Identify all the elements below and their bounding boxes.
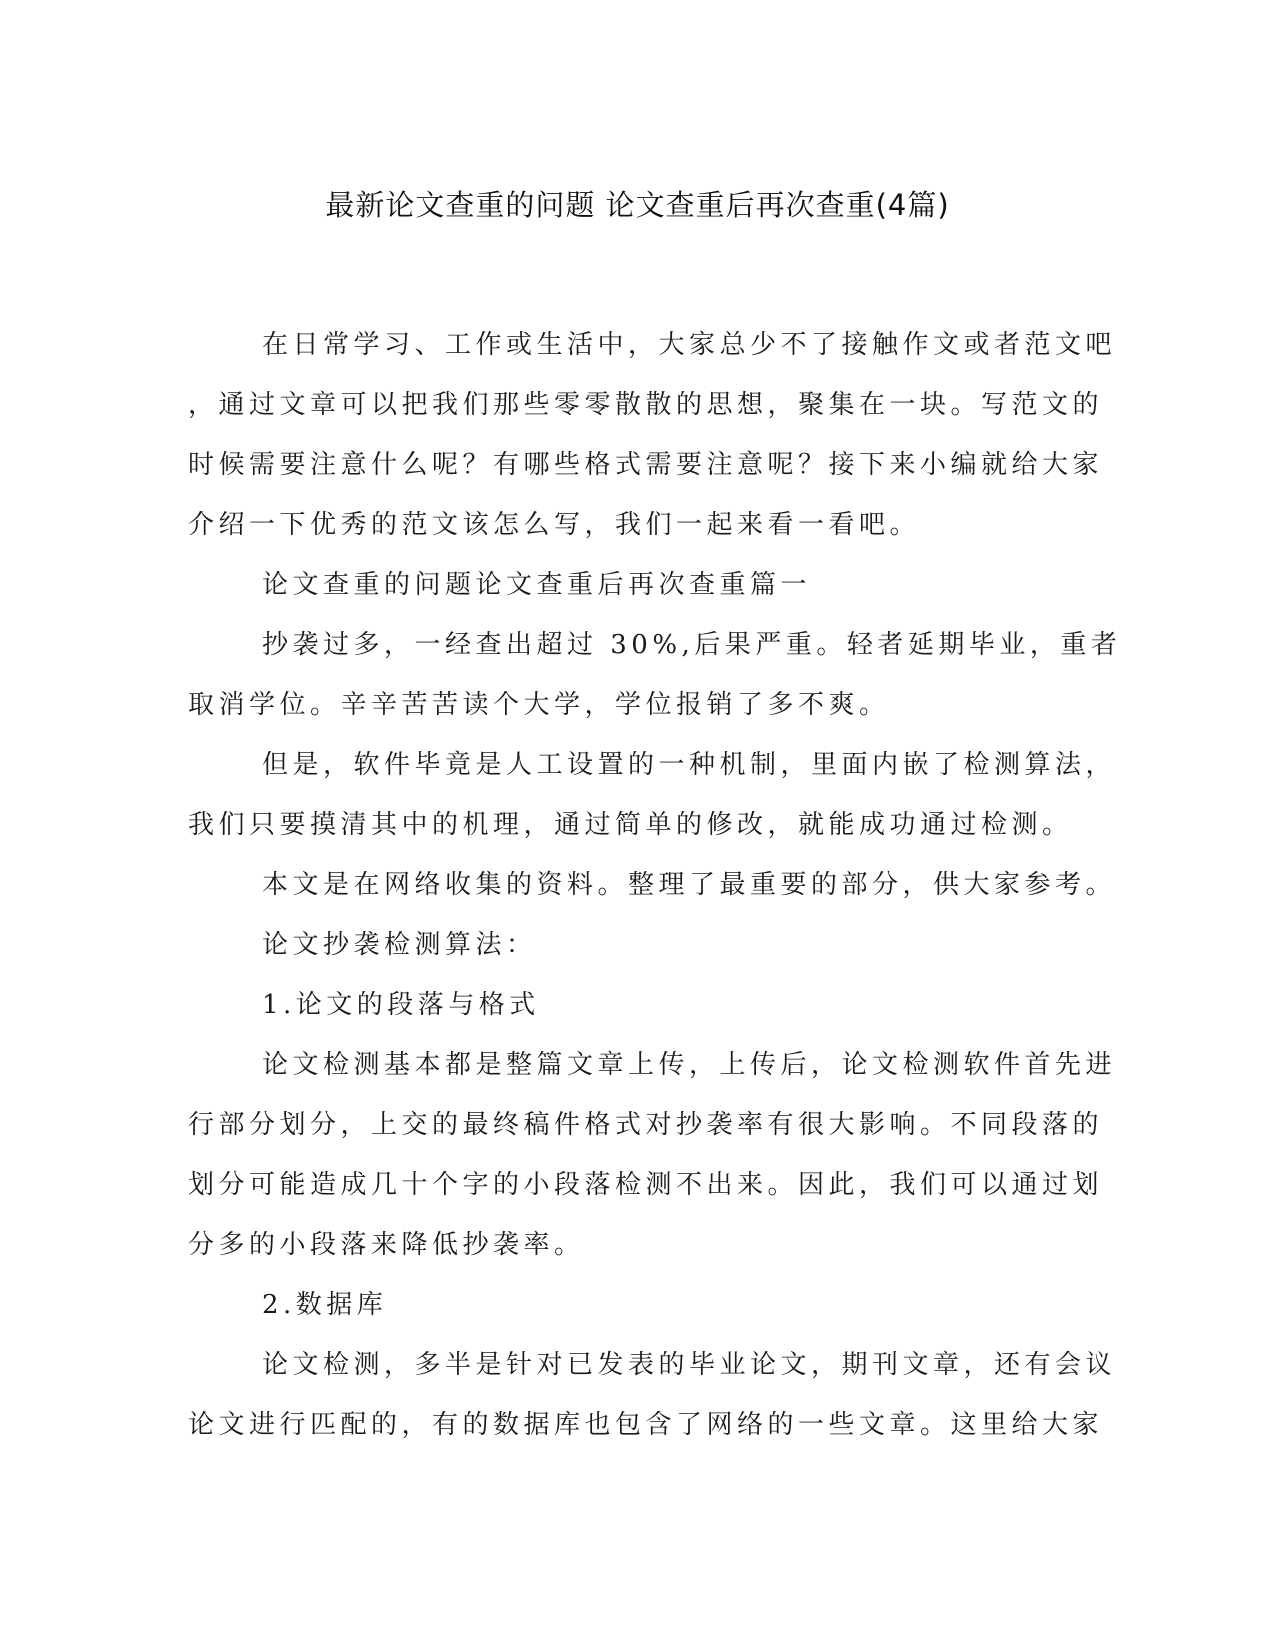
- paragraph-line: 在日常学习、工作或生活中，大家总少不了接触作文或者范文吧: [262, 330, 1117, 360]
- paragraph-line: 但是，软件毕竟是人工设置的一种机制，里面内嵌了检测算法，: [262, 750, 1117, 780]
- section-heading: 论文查重的问题论文查重后再次查重篇一: [262, 570, 812, 600]
- paragraph-line: 时候需要注意什么呢？有哪些格式需要注意呢？接下来小编就给大家: [188, 450, 1104, 480]
- subsection-heading: 1.论文的段落与格式: [262, 990, 540, 1020]
- paragraph-line: 划分可能造成几十个字的小段落检测不出来。因此，我们可以通过划: [188, 1170, 1104, 1200]
- document-title: 最新论文查重的问题 论文查重后再次查重(4篇): [325, 188, 950, 222]
- paragraph-line: 本文是在网络收集的资料。整理了最重要的部分，供大家参考。: [262, 870, 1117, 900]
- paragraph-line: 论文检测基本都是整篇文章上传，上传后，论文检测软件首先进: [262, 1050, 1117, 1080]
- paragraph-line: 介绍一下优秀的范文该怎么写，我们一起来看一看吧。: [188, 510, 921, 540]
- paragraph-line: 抄袭过多，一经查出超过 30%,后果严重。轻者延期毕业，重者: [262, 630, 1122, 660]
- paragraph-line: 论文进行匹配的，有的数据库也包含了网络的一些文章。这里给大家: [188, 1410, 1104, 1440]
- subsection-heading: 2.数据库: [262, 1290, 388, 1320]
- paragraph-line: 论文抄袭检测算法：: [262, 930, 537, 960]
- paragraph-line: ，通过文章可以把我们那些零零散散的思想，聚集在一块。写范文的: [188, 390, 1104, 420]
- paragraph-line: 分多的小段落来降低抄袭率。: [188, 1230, 585, 1260]
- paragraph-line: 取消学位。辛辛苦苦读个大学，学位报销了多不爽。: [188, 690, 890, 720]
- paragraph-line: 论文检测，多半是针对已发表的毕业论文，期刊文章，还有会议: [262, 1350, 1117, 1380]
- paragraph-line: 我们只要摸清其中的机理，通过简单的修改，就能成功通过检测。: [188, 810, 1073, 840]
- document-body: [188, 315, 1122, 1455]
- paragraph-line: 行部分划分，上交的最终稿件格式对抄袭率有很大影响。不同段落的: [188, 1110, 1104, 1140]
